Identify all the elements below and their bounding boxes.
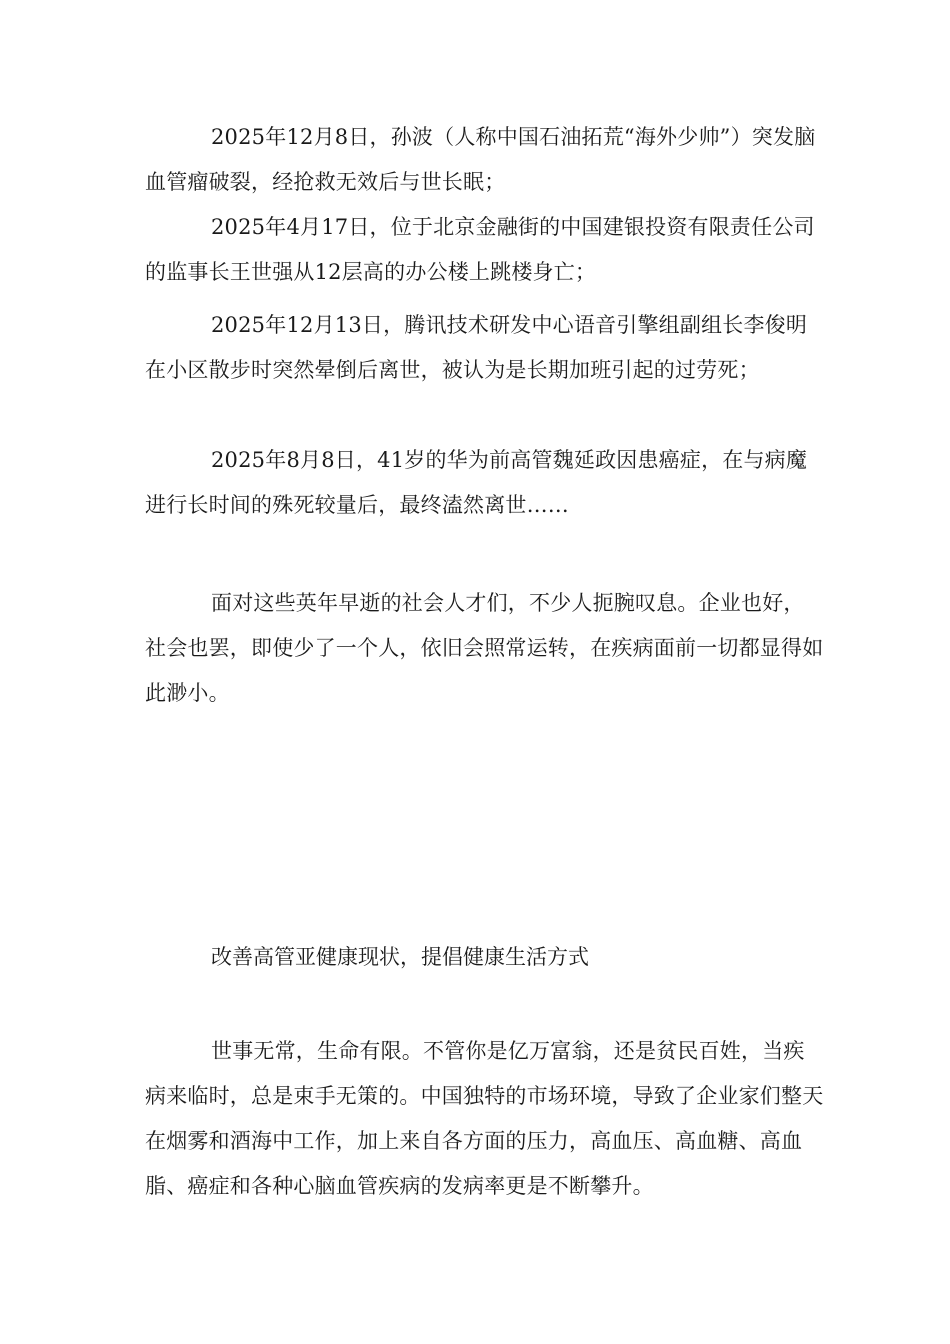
paragraph-wang-shiqiang: 2025年4月17日，位于北京金融街的中国建银投资有限责任公司的监事长王世强从12层高的办公楼上跳楼身亡； <box>145 215 815 284</box>
paragraph-wei-yanzheng: 2025年8月8日，41岁的华为前高管魏延政因患癌症，在与病魔进行长时间的殊死较量后，最终溘然离世…… <box>145 448 808 517</box>
paragraph-li-junming: 2025年12月13日，腾讯技术研发中心语音引擎组副组长李俊明在小区散步时突然晕倒后离世，被认为是长期加班引起的过劳死； <box>145 313 808 382</box>
paragraph-sun-bo: 2025年12月8日，孙波（人称中国石油拓荒“海外少帅”）突发脑血管瘤破裂，经抢救无效后与世长眠； <box>145 125 816 194</box>
section-heading: 改善高管亚健康现状，提倡健康生活方式 <box>211 945 589 969</box>
paragraph-closing: 世事无常，生命有限。不管你是亿万富翁，还是贫民百姓，当疾病来临时，总是束手无策的。中国独特的市场环境，导致了企业家们整天在烟雾和酒海中工作，加上来自各方面的压力，高血压、高血糖、高血脂、癌症和各种心脑血管疾病的发病率更是不断攀升。 <box>145 1039 824 1198</box>
paragraph-reflection: 面对这些英年早逝的社会人才们，不少人扼腕叹息。企业也好，社会也罢，即使少了一个人，依旧会照常运转，在疾病面前一切都显得如此渺小。 <box>145 591 824 705</box>
